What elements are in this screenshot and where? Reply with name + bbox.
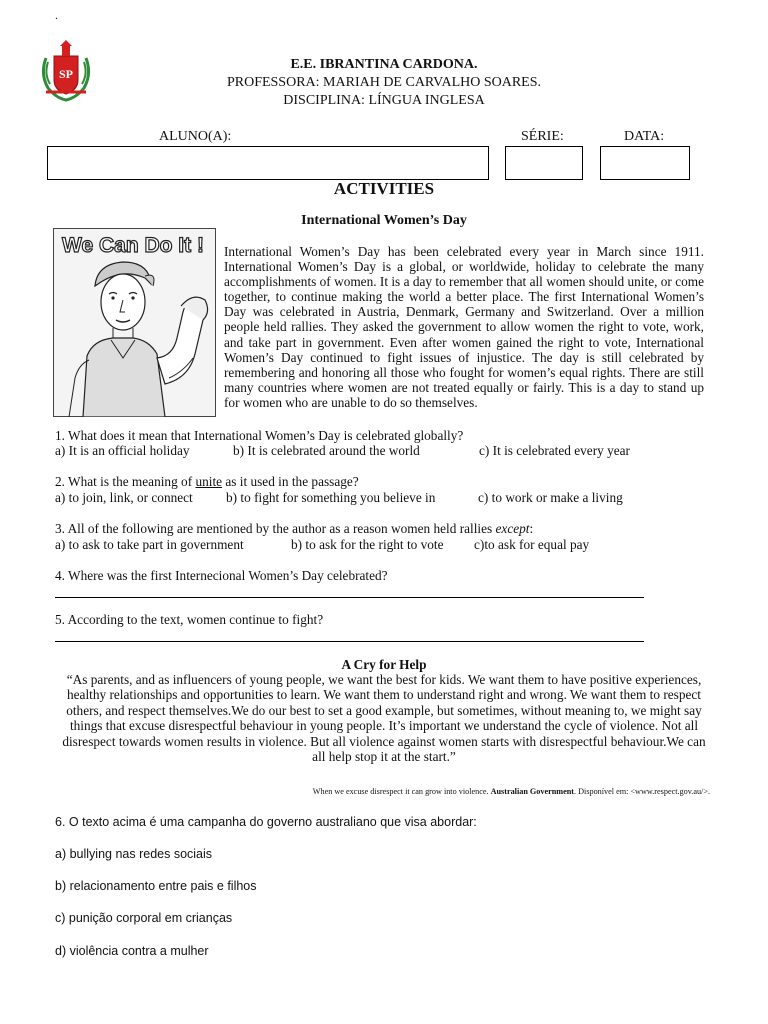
q1-option-b[interactable]: b) It is celebrated around the world [233, 443, 420, 458]
q3-option-c[interactable]: c)to ask for equal pay [474, 537, 590, 552]
q6-option-d[interactable]: d) violência contra a mulher [55, 944, 209, 958]
grade-field[interactable] [505, 146, 583, 180]
student-name-field[interactable] [47, 146, 489, 180]
campaign-source [250, 787, 710, 796]
q3-italic-word: except [495, 521, 530, 536]
date-label: DATA: [624, 129, 665, 144]
q4-answer-line[interactable] [55, 597, 644, 598]
question-2 [55, 474, 359, 490]
q2-text-before: 2. What is the meaning of [55, 474, 196, 489]
q2-option-b[interactable]: b) to fight for something you believe in [226, 490, 436, 505]
q2-option-c[interactable]: c) to work or make a living [478, 490, 623, 505]
q3-option-a[interactable]: a) to ask to take part in government [55, 537, 244, 552]
student-label: ALUNO(A): [159, 129, 232, 144]
campaign-title: A Cry for Help [341, 657, 427, 672]
q3-text: 3. All of the following are mentioned by the author as a reason women held rallies [55, 521, 496, 536]
q3-text-end: : [529, 521, 534, 536]
question-4: 4. Where was the first Internecional Women’s Day celebrated? [55, 568, 388, 583]
q1-option-a[interactable]: a) It is an official holiday [55, 443, 190, 458]
activities-title: ACTIVITIES [333, 179, 435, 198]
crest-letters: SP [58, 67, 74, 81]
q2-underlined-word: unite [195, 474, 223, 489]
q2-option-a[interactable]: a) to join, link, or connect [55, 490, 193, 505]
school-name: E.E. IBRANTINA CARDONA. [290, 57, 478, 72]
date-field[interactable] [600, 146, 690, 180]
grade-label: SÉRIE: [521, 129, 564, 144]
source-text: When we excuse disrespect it can grow into violence. [312, 787, 491, 796]
q1-option-c[interactable]: c) It is celebrated every year [479, 443, 630, 458]
q6-option-b[interactable]: b) relacionamento entre pais e filhos [55, 879, 257, 893]
subject-name: DISCIPLINA: LÍNGUA INGLESA [283, 93, 485, 108]
stray-dot: . [55, 8, 58, 22]
article-title: International Women’s Day [301, 213, 467, 228]
question-5: 5. According to the text, women continue to fight? [55, 612, 324, 627]
question-3 [55, 521, 533, 537]
source-link: . Disponível em: <www.respect.gov.au/>. [574, 787, 710, 796]
we-can-do-it-poster-image [53, 228, 216, 417]
q6-option-a[interactable]: a) bullying nas redes sociais [55, 847, 213, 861]
question-6: 6. O texto acima é uma campanha do governo australiano que visa abordar: [55, 815, 477, 829]
source-author: Australian Government [490, 787, 575, 796]
q5-answer-line[interactable] [55, 641, 644, 642]
q3-option-b[interactable]: b) to ask for the right to vote [291, 537, 444, 552]
q2-text-after: as it used in the passage? [222, 474, 359, 489]
poster-slogan: We Can Do It ! [62, 234, 204, 257]
q6-option-c[interactable]: c) punição corporal em crianças [55, 911, 233, 925]
question-1: 1. What does it mean that International Women’s Day is celebrated globally? [55, 428, 464, 443]
teacher-name: PROFESSORA: MARIAH DE CARVALHO SOARES. [226, 75, 542, 90]
campaign-quote: “As parents, and as influencers of young people, we want the best for kids. We want them to have positive experiences, healthy relationships and opportunities to learn. We want them to understand right and wrong. We want them to respect others, and respect themselves.We do our best to set a good example, but sometimes, without meaning to, we might say things that excuse disrespectful behaviour in young people. It’s important we understand the cycle of violence. Not all disrespect towards women results in violence. But all violence against women starts with disrespectful behaviour.We can all help stop it at the start.” [62, 672, 706, 765]
article-body: International Women’s Day has been celebrated every year in March since 1911. International Women’s Day is a global, or worldwide, holiday to celebrate the many accomplishments of women. It is a day to remember that all women should unite, or come together, to continue making the world a better place. The first International Women’s Day was celebrated in Austria, Denmark, Germany and Switzerland. Over a million people held rallies. They asked the government to allow women the right to vote, work, and take part in government. Even after women gained the right to vote, International Women’s Day continued to fight issues of injustice. The day is still celebrated by remembering and honoring all those who fought for women’s equal rights. There are still many countries where women are not treated equally or fairly. This is a day to stand up for women who are unable to do so themselves. [224, 244, 704, 410]
